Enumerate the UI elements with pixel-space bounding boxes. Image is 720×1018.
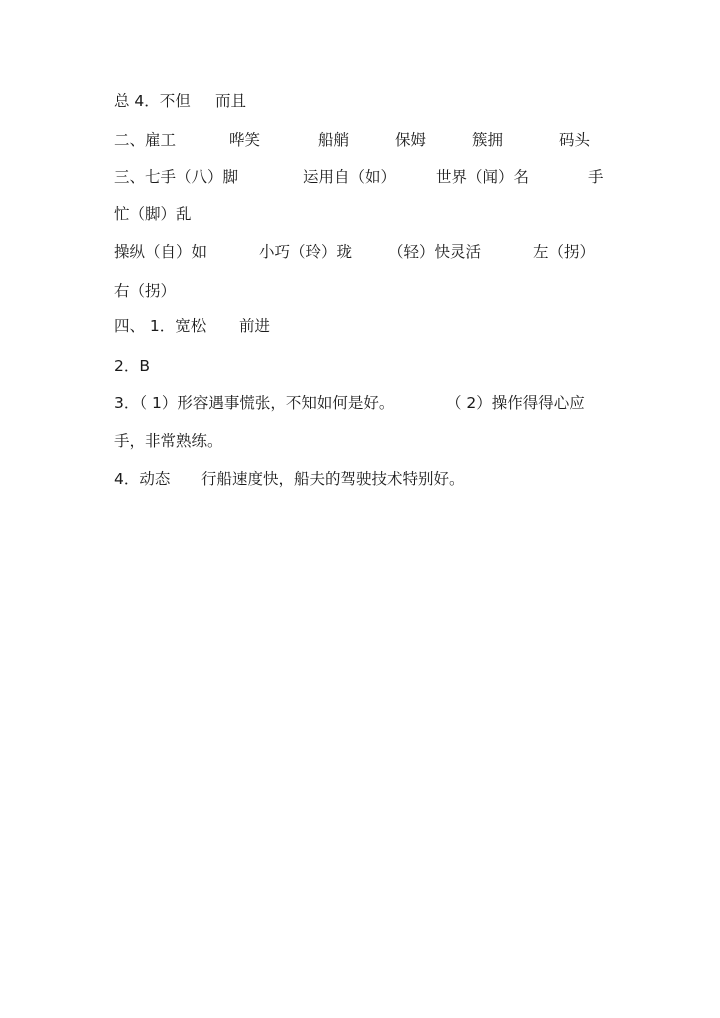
section-4-item-4-explanation: 行船速度快，船夫的驾驶技术特别好。 — [201, 470, 465, 488]
section-2-word-2: 哗笑 — [229, 131, 261, 149]
section-4-item-3-part-1: 3．（ 1）形容遇事慌张，不知如何是好。 — [114, 394, 395, 412]
section-3-idiom-4-start: 手 — [588, 168, 604, 186]
section-2-word-3: 船艄 — [318, 131, 350, 149]
section-2-word-4: 保姆 — [395, 131, 427, 149]
section-3-idiom-4-end: 忙（脚）乱 — [114, 205, 192, 223]
section-3-idiom-1: 三、七手（八）脚 — [114, 168, 239, 186]
section-2-word-1: 二、雇工 — [114, 131, 177, 149]
section-3-idiom-8-end: 右（拐） — [114, 282, 177, 300]
section-2-word-6: 码头 — [559, 131, 591, 149]
section-3-idiom-3: 世界（闻）名 — [436, 168, 530, 186]
answer-4-word: 而且 — [215, 92, 247, 110]
answer-4-label: 总 4．不但 — [114, 92, 191, 110]
section-3-idiom-8-start: 左（拐） — [533, 243, 596, 261]
section-4-item-4: 4．动态 — [114, 470, 171, 488]
section-2-word-5: 簇拥 — [472, 131, 504, 149]
section-3-idiom-2: 运用自（如） — [303, 168, 397, 186]
section-4-item-3-part-2: （ 2）操作得得心应 — [446, 394, 585, 412]
section-3-idiom-6: 小巧（玲）珑 — [259, 243, 353, 261]
section-4-item-2: 2．B — [114, 357, 150, 375]
section-4-item-1: 四、 1．宽松 — [114, 317, 207, 335]
section-4-item-3-continued: 手，非常熟练。 — [114, 432, 223, 450]
section-4-item-1-word: 前进 — [239, 317, 271, 335]
section-3-idiom-7: （轻）快灵活 — [388, 243, 482, 261]
section-3-idiom-5: 操纵（自）如 — [114, 243, 208, 261]
